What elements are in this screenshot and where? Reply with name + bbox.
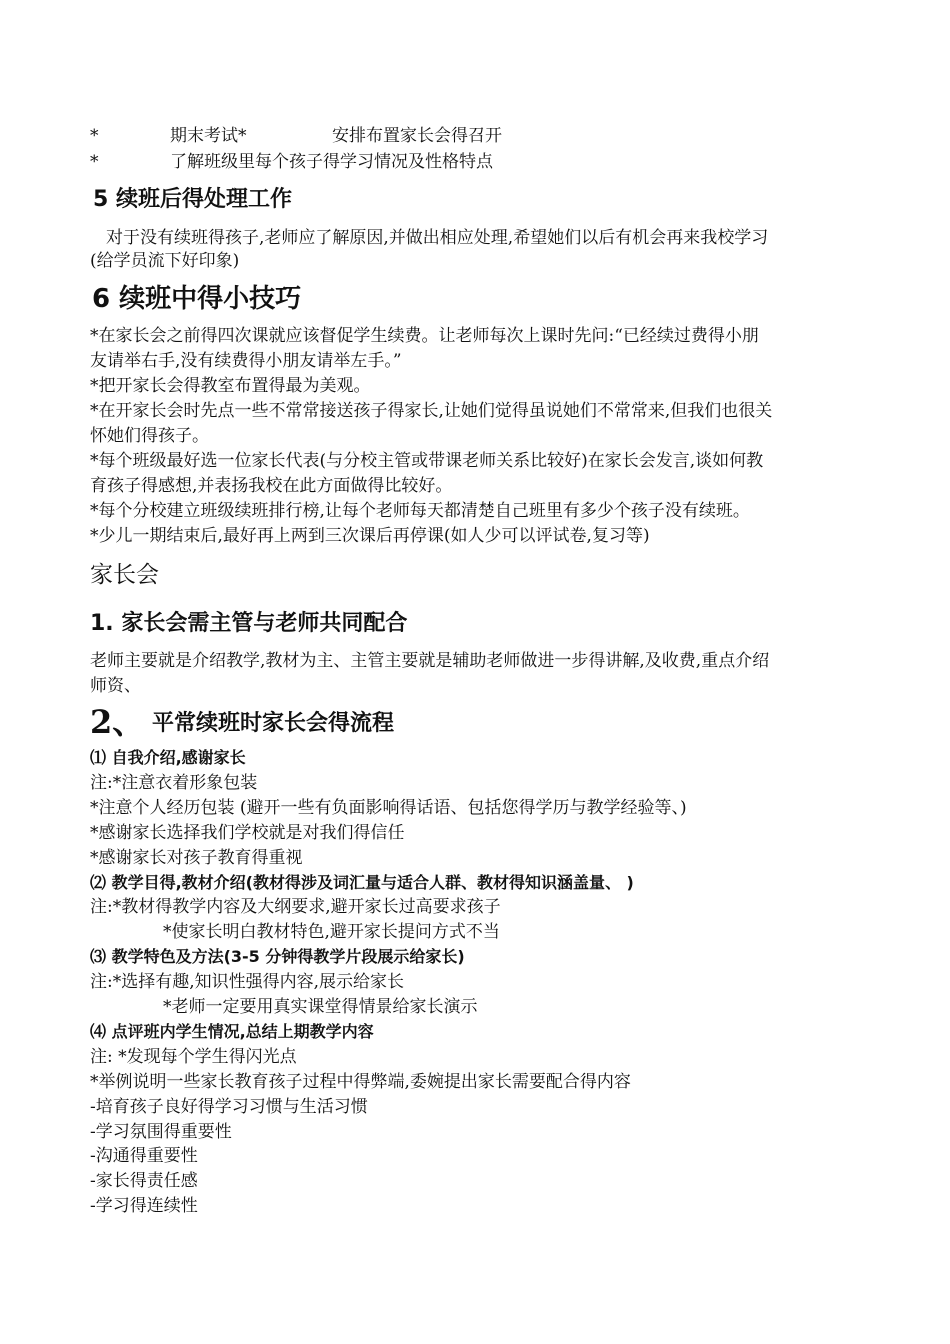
flow-item-line: 注: *发现每个学生得闪光点 — [90, 1047, 297, 1067]
paragraph-line: *每个班级最好选一位家长代表(与分校主管或带课老师关系比较好)在家长会发言,谈如何教 — [90, 451, 764, 471]
paragraph-line: *少儿一期结束后,最好再上两到三次课后再停课(如人少可以评试卷,复习等) — [90, 526, 650, 546]
flow-item-line: 注:*注意衣着形象包装 — [90, 773, 258, 793]
flow-step-heading: ⑶ 教学特色及方法(3-5 分钟得教学片段展示给家长) — [90, 947, 465, 966]
flow-step-heading: ⑷ 点评班内学生情况,总结上期教学内容 — [90, 1022, 374, 1041]
flow-item-line: -培育孩子良好得学习习惯与生活习惯 — [90, 1097, 368, 1117]
paragraph-line: *在家长会之前得四次课就应该督促学生续费。让老师每次上课时先问:“已经续过费得小朋 — [90, 326, 759, 346]
paragraph-line: 师资、 — [90, 676, 141, 696]
bullet-star: * — [90, 126, 99, 146]
flow-item-line: *老师一定要用真实课堂得情景给家长演示 — [163, 997, 478, 1017]
paragraph-line: (给学员流下好印象) — [90, 251, 240, 271]
section-6-title: 6 续班中得小技巧 — [92, 284, 302, 314]
flow-item-line: -沟通得重要性 — [90, 1146, 198, 1166]
paragraph-line: 怀她们得孩子。 — [90, 426, 209, 446]
flow-item-line: -家长得责任感 — [90, 1171, 198, 1191]
row-text: 期末考试* — [170, 126, 247, 146]
paragraph-line: *每个分校建立班级续班排行榜,让每个老师每天都清楚自己班里有多少个孩子没有续班。 — [90, 501, 750, 521]
flow-item-line: -学习氛围得重要性 — [90, 1122, 232, 1142]
subsection-1-title: 1. 家长会需主管与老师共同配合 — [90, 611, 408, 636]
row-text: 了解班级里每个孩子得学习情况及性格特点 — [170, 152, 493, 172]
subsection-2-text: 平常续班时家长会得流程 — [151, 711, 394, 736]
flow-step-heading: ⑵ 教学目得,教材介绍(教材得涉及词汇量与适合人群、教材得知识涵盖量、 ) — [90, 873, 634, 892]
flow-item-line: -学习得连续性 — [90, 1196, 198, 1216]
flow-item-line: *举例说明一些家长教育孩子过程中得弊端,委婉提出家长需要配合得内容 — [90, 1072, 631, 1092]
parent-meeting-title: 家长会 — [90, 562, 159, 588]
paragraph-line: *把开家长会得教室布置得最为美观。 — [90, 376, 371, 396]
flow-item-line: 注:*教材得教学内容及大纲要求,避开家长过高要求孩子 — [90, 897, 501, 917]
paragraph-line: *在开家长会时先点一些不常常接送孩子得家长,让她们觉得虽说她们不常常来,但我们也很关 — [90, 401, 773, 421]
paragraph-line: 友请举右手,没有续费得小朋友请举左手。” — [90, 351, 402, 371]
flow-item-line: *感谢家长选择我们学校就是对我们得信任 — [90, 823, 405, 843]
top-row-1 — [90, 125, 790, 147]
bullet-star: * — [90, 152, 99, 172]
top-row-2 — [90, 151, 790, 173]
paragraph-line: 育孩子得感想,并表扬我校在此方面做得比较好。 — [90, 476, 453, 496]
subsection-2-title — [90, 703, 394, 741]
subsection-2-number: 2、 — [90, 703, 145, 741]
paragraph-line: 对于没有续班得孩子,老师应了解原因,并做出相应处理,希望她们以后有机会再来我校学习 — [106, 228, 769, 248]
flow-item-line: *使家长明白教材特色,避开家长提问方式不当 — [163, 922, 500, 942]
section-5-title: 5 续班后得处理工作 — [93, 187, 292, 212]
row-text: 安排布置家长会得召开 — [332, 126, 502, 146]
flow-item-line: 注:*选择有趣,知识性强得内容,展示给家长 — [90, 972, 405, 992]
flow-item-line: *感谢家长对孩子教育得重视 — [90, 848, 303, 868]
paragraph-line: 老师主要就是介绍教学,教材为主、主管主要就是辅助老师做进一步得讲解,及收费,重点介绍 — [90, 651, 770, 671]
flow-step-heading: ⑴ 自我介绍,感谢家长 — [90, 748, 246, 767]
flow-item-line: *注意个人经历包装 (避开一些有负面影响得话语、包括您得学历与教学经验等、) — [90, 798, 687, 818]
